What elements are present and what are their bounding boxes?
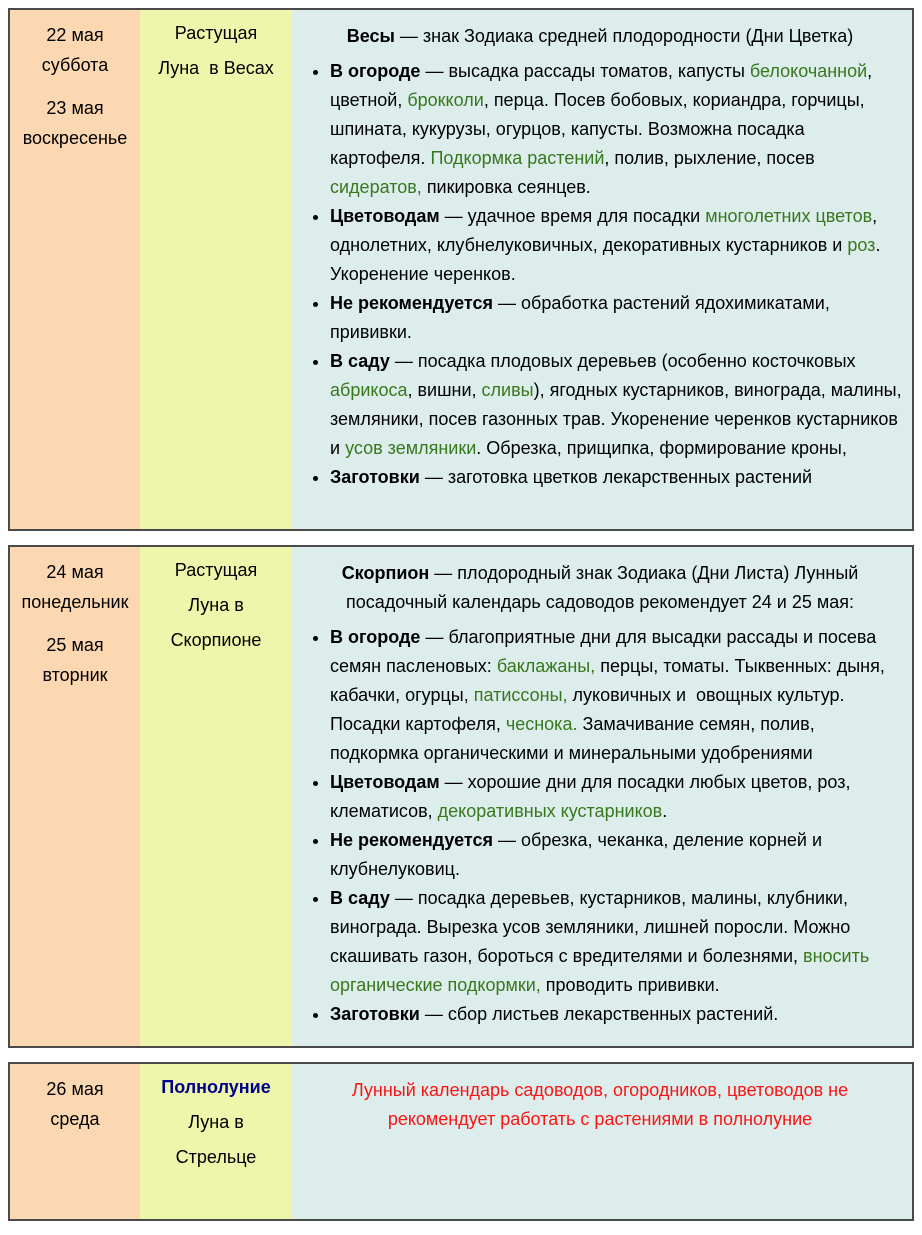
text-segment: . — [662, 801, 668, 821]
text-segment: — обработка растений ядохимикатами, прививки. — [330, 293, 835, 342]
moon-line — [140, 51, 292, 86]
moon-line — [140, 16, 292, 51]
text-segment: Не рекомендуется — [330, 293, 494, 313]
highlight-green-text: абрикоса — [330, 380, 408, 400]
text-segment: Заготовки — [330, 1004, 420, 1024]
text-segment: Скорпионе — [170, 630, 262, 650]
moon-line — [140, 588, 292, 623]
recommendation-item — [330, 202, 902, 289]
text-segment: — благоприятные дни для высадки рассады и посева семян пасленовых: — [330, 627, 882, 676]
text-segment: — заготовка цветков лекарственных растений — [419, 467, 813, 487]
moon-line — [140, 553, 292, 588]
highlight-green-text: брокколи — [407, 90, 484, 110]
calendar-row-26-may — [8, 1062, 914, 1221]
highlight-green-text: сидератов, — [330, 177, 422, 197]
date-line: 26 мая — [46, 1079, 104, 1099]
calendar-row-22-23-may — [8, 8, 914, 531]
highlight-green-text: роз — [847, 235, 876, 255]
date-cell — [10, 10, 140, 529]
date-cell — [10, 1064, 140, 1219]
full-moon-label: Полнолуние — [161, 1077, 271, 1097]
text-segment: Луна в — [188, 1112, 244, 1132]
date-spacer — [10, 617, 140, 630]
date-line: 22 мая — [46, 25, 104, 45]
text-segment: Заготовки — [330, 467, 420, 487]
text-segment: Цветоводам — [330, 772, 440, 792]
highlight-green-text: чеснока. — [505, 714, 578, 734]
zodiac-header — [304, 559, 896, 617]
text-segment: — сбор листьев лекарственных растений. — [419, 1004, 779, 1024]
moon-line — [140, 1105, 292, 1140]
moon-line — [140, 1140, 292, 1175]
text-segment: Луна в Весах — [158, 58, 274, 78]
date-line: воскресенье — [22, 128, 128, 148]
text-segment: , цветной, — [330, 61, 878, 110]
text-segment: Замачивание семян, полив, подкормка органическими и минеральными удобрениями — [330, 714, 820, 763]
date-line: среда — [50, 1109, 100, 1129]
text-segment: . Обрезка, прищипка, формирование кроны, — [476, 438, 847, 458]
recommendation-item — [330, 884, 902, 1000]
date-cell — [10, 547, 140, 1046]
text-segment: Скорпион — [341, 563, 430, 583]
moon-phase-cell — [140, 1064, 292, 1219]
moon-line — [140, 1070, 292, 1105]
recommendations-list — [298, 57, 907, 492]
text-segment: Не рекомендуется — [330, 830, 494, 850]
recommendations-cell — [292, 1064, 912, 1219]
date-line: суббота — [41, 55, 109, 75]
text-segment: Луна в — [188, 595, 244, 615]
recommendation-item — [330, 463, 902, 492]
text-segment: , вишни, — [407, 380, 482, 400]
recommendation-item — [330, 347, 907, 463]
date-line: 24 мая — [46, 562, 104, 582]
recommendations-list — [298, 623, 902, 1029]
moon-phase-cell — [140, 10, 292, 529]
text-segment: — знак Зодиака средней плодородности (Дни Цветка) — [394, 26, 854, 46]
warning-text: Лунный календарь садоводов, огородников, цветоводов не рекомендует работать с растениями в полнолуние — [351, 1080, 854, 1129]
highlight-green-text: баклажаны, — [496, 656, 596, 676]
date-spacer — [10, 80, 140, 93]
recommendation-item — [330, 623, 902, 768]
recommendation-item — [330, 768, 902, 826]
text-segment: В саду — [330, 351, 390, 371]
text-segment: Цветоводам — [330, 206, 440, 226]
highlight-green-text: вносить органические подкормки, — [330, 946, 875, 995]
highlight-green-text: многолетних цветов — [705, 206, 873, 226]
text-segment: ), ягодных кустарников, винограда, малины, земляники, посев газонных трав. Укоренение черенков кустарников и — [330, 380, 907, 458]
full-moon-warning — [304, 1076, 896, 1134]
text-segment: проводить прививки. — [540, 975, 720, 995]
recommendation-item — [330, 1000, 902, 1029]
text-segment: — посадка деревьев, кустарников, малины, клубники, винограда. Вырезка усов земляники, лишней поросли. Можно скашивать газон, бороться с вредителями и болезнями, — [330, 888, 856, 966]
text-segment: , полив, рыхление, посев — [604, 148, 820, 168]
recommendations-cell — [292, 10, 912, 529]
recommendation-item — [330, 57, 902, 202]
highlight-green-text: белокочанной — [749, 61, 868, 81]
date-line: 23 мая — [46, 98, 104, 118]
zodiac-header — [304, 22, 896, 51]
highlight-green-text: декоративных кустарников — [437, 801, 663, 821]
text-segment: Весы — [346, 26, 395, 46]
text-segment: — плодородный знак Зодиака (Дни Листа) Лунный посадочный календарь садоводов рекомендует 24 и 25 мая: — [345, 563, 864, 612]
text-segment: — обрезка, чеканка, деление корней и клубнелуковиц. — [330, 830, 828, 879]
recommendation-item — [330, 289, 902, 347]
text-segment: . Укоренение черенков. — [330, 235, 886, 284]
calendar-row-24-25-may — [8, 545, 914, 1048]
text-segment: — хорошие дни для посадки любых цветов, роз, клематисов, — [330, 772, 856, 821]
date-line: понедельник — [21, 592, 129, 612]
text-segment: В саду — [330, 888, 390, 908]
moon-line — [140, 623, 292, 658]
text-segment: Растущая — [174, 560, 258, 580]
moon-phase-cell — [140, 547, 292, 1046]
text-segment: перцы, томаты. Тыквенных: дыня, кабачки, огурцы, — [330, 656, 890, 705]
date-line: вторник — [42, 665, 108, 685]
highlight-green-text: Подкормка растений — [430, 148, 605, 168]
text-segment: , однолетних, клубнелуковичных, декоративных кустарников и — [330, 206, 883, 255]
text-segment: — высадка рассады томатов, капусты — [420, 61, 750, 81]
text-segment: Стрельце — [175, 1147, 257, 1167]
text-segment: — удачное время для посадки — [439, 206, 706, 226]
text-segment: — посадка плодовых деревьев (особенно косточковых — [389, 351, 861, 371]
text-segment: , перца. Посев бобовых, кориандра, горчицы, шпината, кукурузы, огурцов, капусты. Возможна посадка картофеля. — [330, 90, 870, 168]
recommendations-cell — [292, 547, 912, 1046]
text-segment: В огороде — [330, 627, 421, 647]
text-segment: В огороде — [330, 61, 421, 81]
text-segment: луковичных и овощных культур. Посадки картофеля, — [330, 685, 850, 734]
text-segment: Растущая — [174, 23, 258, 43]
text-segment: пикировка сеянцев. — [421, 177, 591, 197]
highlight-green-text: сливы — [481, 380, 534, 400]
recommendation-item — [330, 826, 902, 884]
highlight-green-text: усов земляники — [345, 438, 477, 458]
highlight-green-text: патиссоны, — [473, 685, 568, 705]
date-line: 25 мая — [46, 635, 104, 655]
